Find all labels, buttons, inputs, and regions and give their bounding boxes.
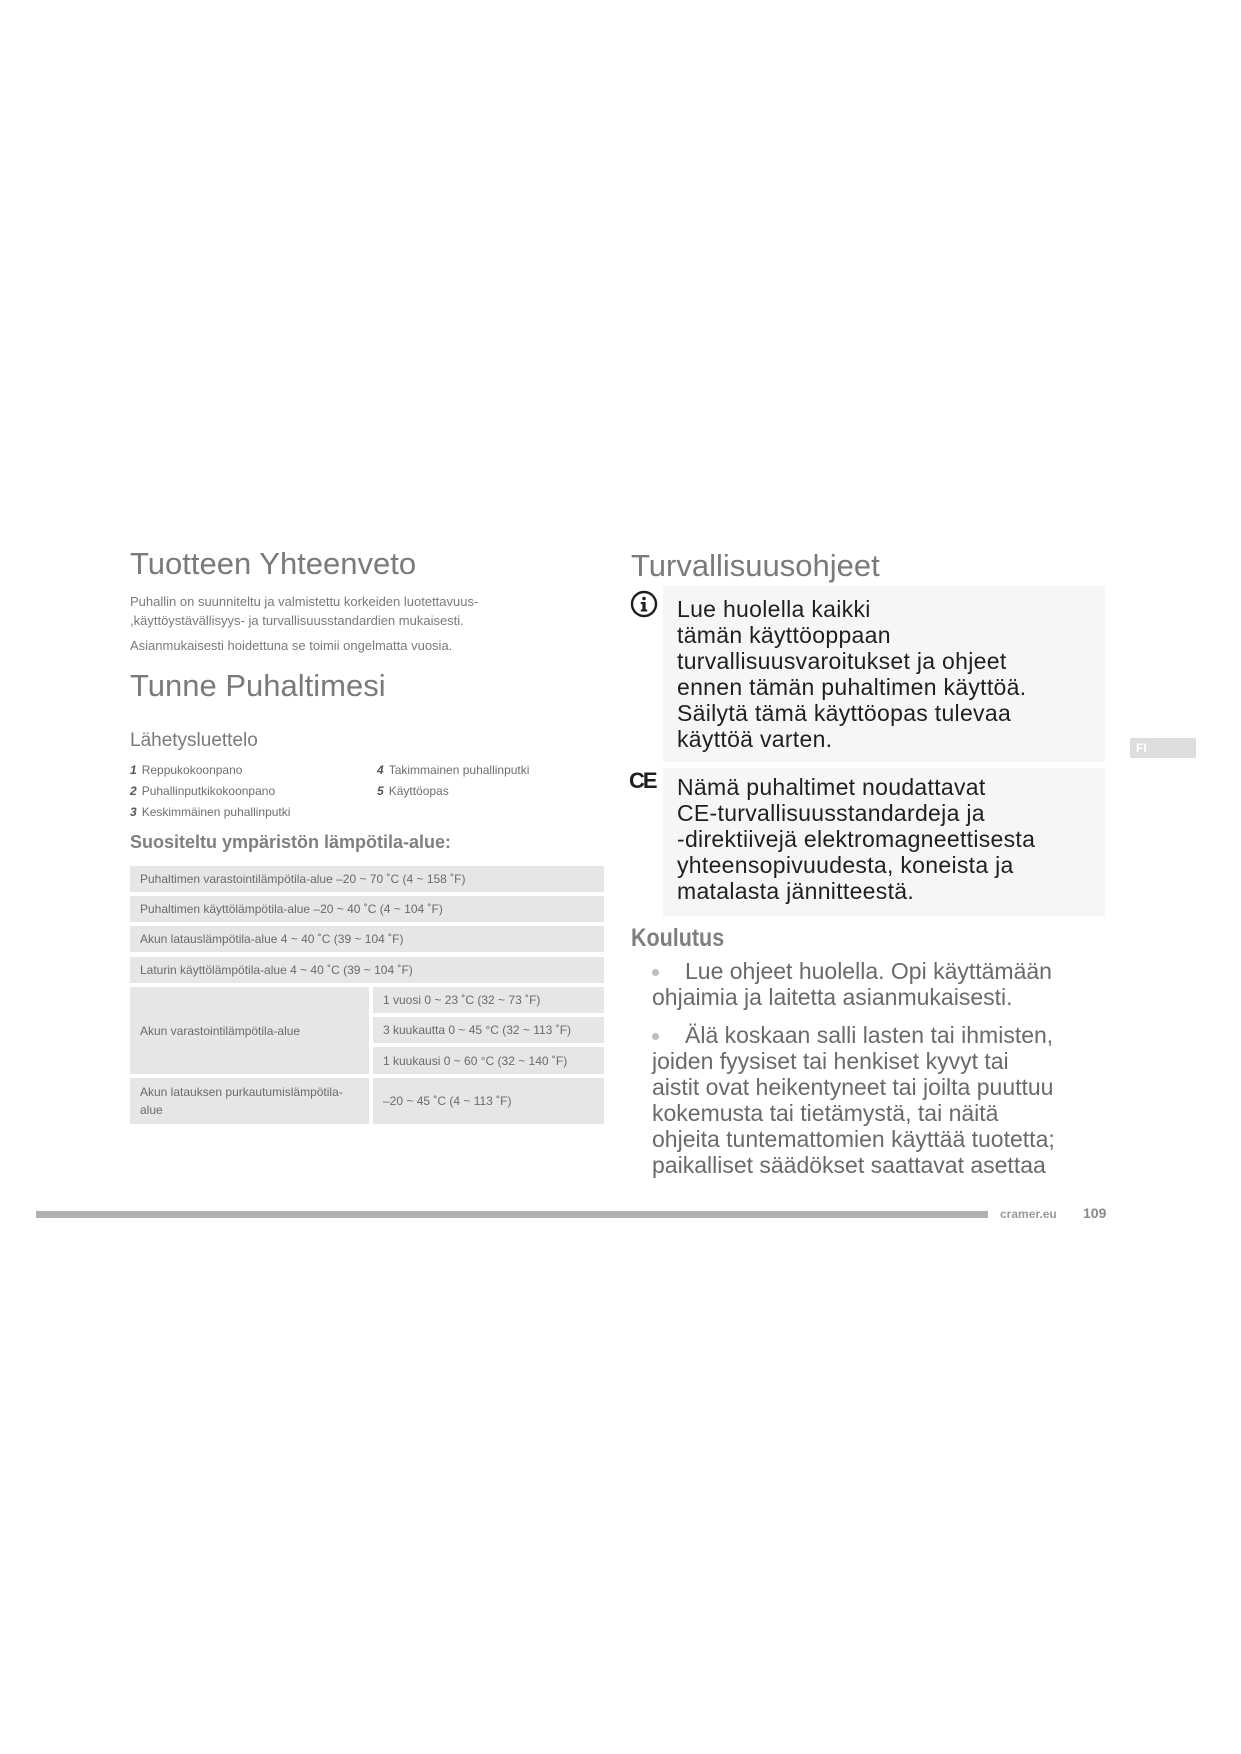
temp-row-storage: Puhaltimen varastointilämpötila-alue –20 ~ 70 ˚C (4 ~ 158 ˚F) — [130, 866, 604, 892]
info-circle-icon — [630, 590, 658, 618]
ce-line: CE-turvallisuusstandardeja ja — [677, 800, 985, 826]
section-title-summary: Tuotteen Yhteenveto — [130, 546, 417, 581]
packing-num: 3 — [130, 805, 137, 819]
info-line: käyttöä varten. — [677, 726, 833, 752]
temperature-title: Suositeltu ympäristön lämpötila-alue: — [130, 832, 452, 852]
packing-label: Keskimmäinen puhallinputki — [141, 805, 291, 819]
footer-bar — [36, 1211, 988, 1218]
section-title-know: Tunne Puhaltimesi — [130, 668, 386, 703]
battery-storage-label: Akun varastointilämpötila-alue — [130, 987, 369, 1074]
ce-line: matalasta jännitteestä. — [677, 878, 915, 904]
training-title: Koulutus — [631, 924, 725, 952]
ce-notice-text — [677, 774, 1097, 904]
info-line: Säilytä tämä käyttöopas tulevaa — [677, 700, 1012, 726]
packing-num: 1 — [130, 763, 137, 777]
page-number: 109 — [1083, 1205, 1107, 1221]
training-bullet-2 — [652, 1022, 1112, 1178]
bullet-line: Älä koskaan salli lasten tai ihmisten, — [685, 1022, 1054, 1048]
discharge-value: –20 ~ 45 ˚C (4 ~ 113 ˚F) — [373, 1078, 604, 1124]
ce-line: Nämä puhaltimet noudattavat — [677, 774, 986, 800]
battery-storage-1-year: 1 vuosi 0 ~ 23 ˚C (32 ~ 73 ˚F) — [373, 987, 604, 1013]
temp-row-charger: Laturin käyttölämpötila-alue 4 ~ 40 ˚C (39 ~ 104 ˚F) — [130, 957, 604, 983]
battery-storage-3-months: 3 kuukautta 0 ~ 45 °C (32 ~ 113 ˚F) — [373, 1017, 604, 1043]
summary-line: ,käyttöystävällisyys- ja turvallisuusstandardien mukaisesti. — [130, 613, 464, 628]
packing-label: Puhallinputkikokoonpano — [141, 784, 276, 798]
summary-paragraph — [130, 592, 580, 630]
bullet-line: paikalliset säädökset saattavat asettaa — [652, 1152, 1046, 1178]
training-bullet-1 — [652, 958, 1102, 1010]
packing-num: 4 — [377, 763, 384, 777]
packing-label: Reppukokoonpano — [141, 763, 243, 777]
section-title-safety: Turvallisuusohjeet — [631, 548, 880, 583]
summary-paragraph-2: Asianmukaisesti hoidettuna se toimii ongelmatta vuosia. — [130, 638, 453, 653]
packing-item — [377, 784, 449, 798]
temp-row-charging: Akun latauslämpötila-alue 4 ~ 40 ˚C (39 ~ 104 ˚F) — [130, 926, 604, 952]
packing-num: 5 — [377, 784, 384, 798]
bullet-line: aistit ovat heikentyneet tai joilta puuttuu — [652, 1074, 1054, 1100]
footer-site: cramer.eu — [1000, 1207, 1057, 1221]
temp-row-operating: Puhaltimen käyttölämpötila-alue –20 ~ 40 ˚C (4 ~ 104 ˚F) — [130, 896, 604, 922]
summary-line: Puhallin on suunniteltu ja valmistettu korkeiden luotettavuus- — [130, 594, 479, 609]
info-line: ennen tämän puhaltimen käyttöä. — [677, 674, 1027, 700]
packing-item — [130, 763, 242, 777]
ce-line: yhteensopivuudesta, koneista ja — [677, 852, 1014, 878]
discharge-label: Akun latauksen purkautumislämpötila-alue — [130, 1078, 369, 1124]
bullet-line: kokemusta tai tietämystä, tai näitä — [652, 1100, 999, 1126]
bullet-line: ohjaimia ja laitetta asianmukaisesti. — [652, 984, 1013, 1010]
info-notice-text — [677, 596, 1097, 752]
packing-item — [130, 784, 275, 798]
packing-label: Käyttöopas — [388, 784, 449, 798]
bullet-line: ohjeita tuntemattomien käyttää tuotetta; — [652, 1126, 1055, 1152]
packing-list-title: Lähetysluettelo — [130, 730, 258, 751]
packing-item — [377, 763, 529, 777]
packing-item — [130, 805, 290, 819]
bullet-line: joiden fyysiset tai henkiset kyvyt tai — [652, 1048, 1009, 1074]
ce-mark-icon: CE — [629, 768, 656, 793]
packing-label: Takimmainen puhallinputki — [388, 763, 530, 777]
info-line: Lue huolella kaikki — [677, 596, 871, 622]
bullet-line: Lue ohjeet huolella. Opi käyttämään — [685, 958, 1052, 984]
info-line: turvallisuusvaroitukset ja ohjeet — [677, 648, 1007, 674]
packing-num: 2 — [130, 784, 137, 798]
language-tab: FI — [1130, 738, 1196, 758]
info-line: tämän käyttöoppaan — [677, 622, 891, 648]
battery-storage-1-month: 1 kuukausi 0 ~ 60 °C (32 ~ 140 ˚F) — [373, 1047, 604, 1074]
ce-line: -direktiivejä elektromagneettisesta — [677, 826, 1036, 852]
